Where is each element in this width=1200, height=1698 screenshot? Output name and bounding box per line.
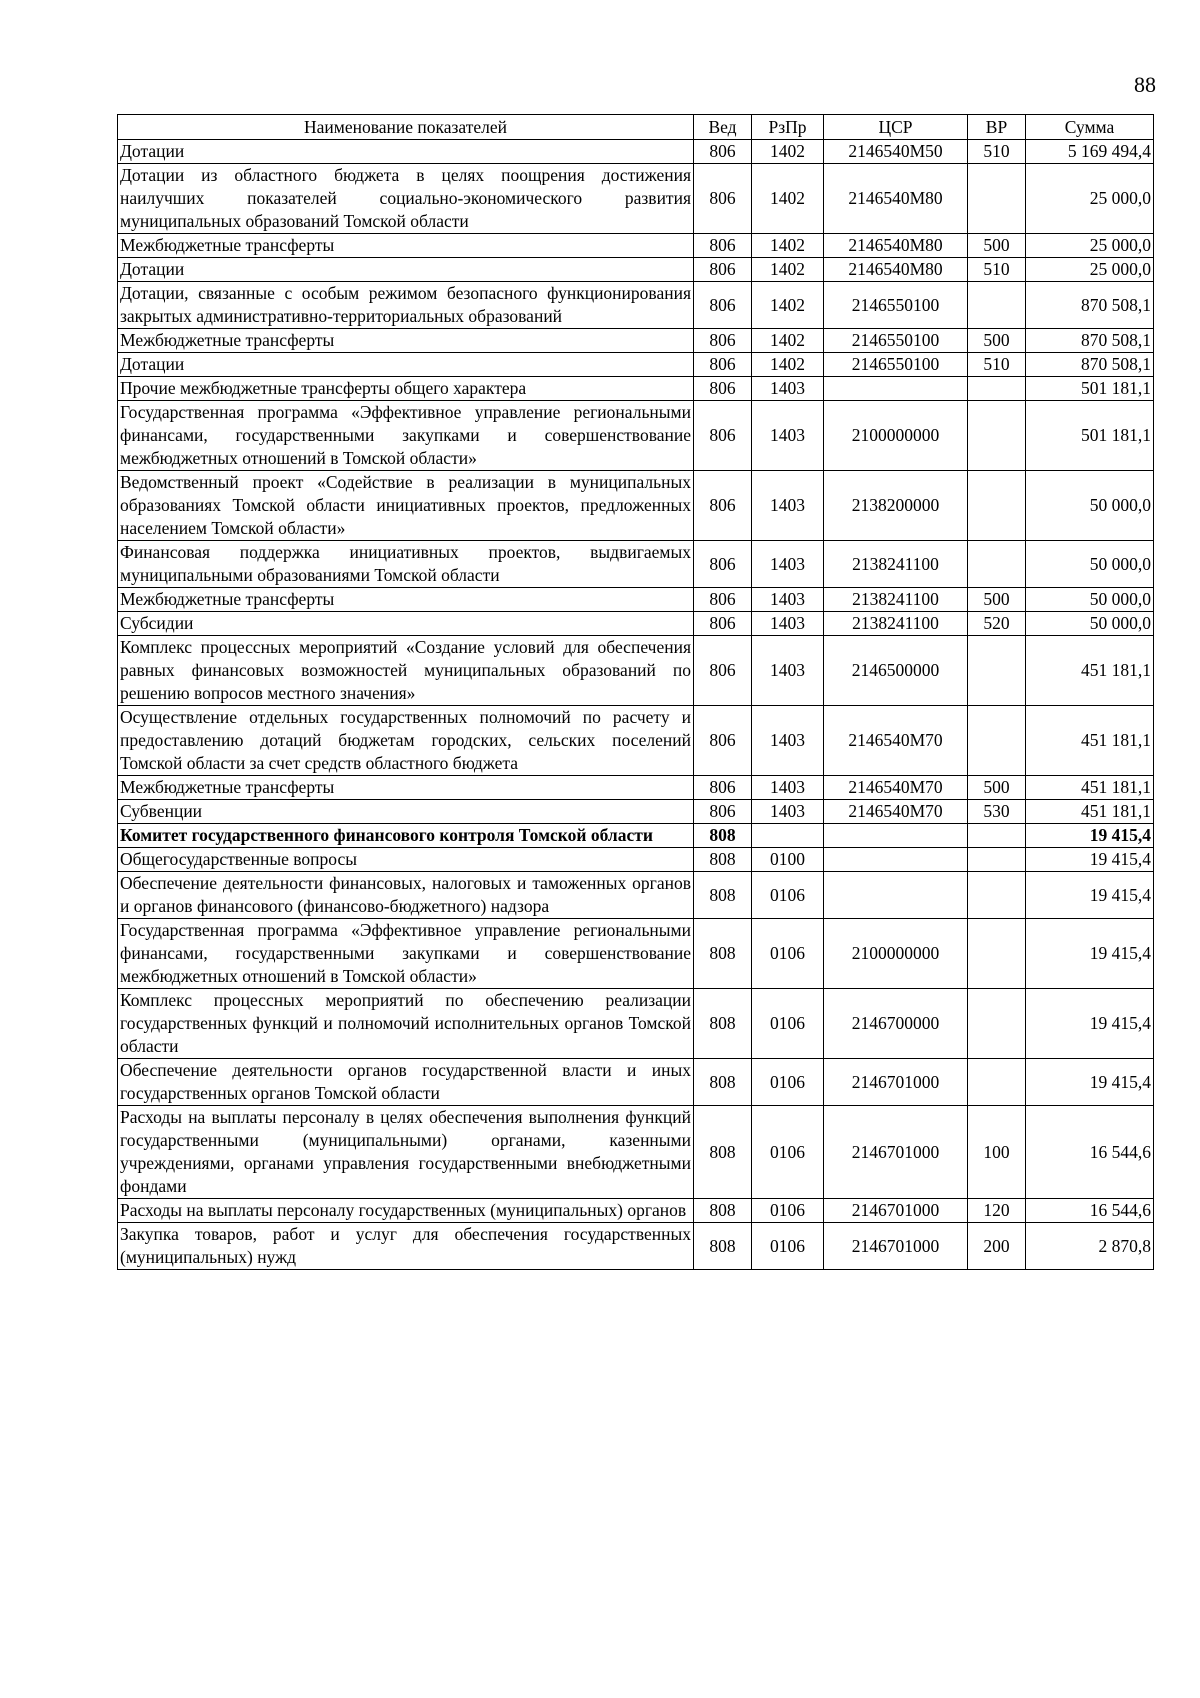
cell-ved: 808 [694, 848, 752, 872]
cell-rzpr: 1403 [752, 776, 824, 800]
table-row [118, 1059, 1154, 1106]
table-row [118, 377, 1154, 401]
header-name: Наименование показателей [118, 115, 694, 140]
cell-rzpr: 0106 [752, 872, 824, 919]
cell-ved: 806 [694, 353, 752, 377]
cell-csr: 2138241100 [824, 612, 968, 636]
cell-sum: 19 415,4 [1026, 848, 1154, 872]
cell-name: Осуществление отдельных государственных полномочий по расчету и предоставлению дотаций бюджетам городских, сельских поселений Томской области за счет средств областного бюджета [118, 706, 694, 776]
cell-ved: 808 [694, 1106, 752, 1199]
cell-rzpr: 1403 [752, 800, 824, 824]
cell-rzpr: 1403 [752, 401, 824, 471]
cell-ved: 806 [694, 401, 752, 471]
cell-rzpr: 1402 [752, 140, 824, 164]
cell-vr [968, 1059, 1026, 1106]
header-csr: ЦСР [824, 115, 968, 140]
cell-ved: 808 [694, 989, 752, 1059]
cell-vr [968, 636, 1026, 706]
cell-csr: 2146701000 [824, 1199, 968, 1223]
table-row [118, 401, 1154, 471]
cell-vr: 500 [968, 776, 1026, 800]
cell-csr: 2100000000 [824, 919, 968, 989]
cell-rzpr: 1402 [752, 329, 824, 353]
cell-name: Межбюджетные трансферты [118, 329, 694, 353]
table-row [118, 1199, 1154, 1223]
table-row [118, 588, 1154, 612]
cell-ved: 806 [694, 234, 752, 258]
cell-rzpr: 0106 [752, 1199, 824, 1223]
cell-name: Дотации [118, 353, 694, 377]
cell-sum: 19 415,4 [1026, 989, 1154, 1059]
cell-sum: 501 181,1 [1026, 401, 1154, 471]
cell-csr [824, 377, 968, 401]
cell-csr: 2146540М70 [824, 706, 968, 776]
cell-rzpr: 0106 [752, 1223, 824, 1270]
cell-sum: 50 000,0 [1026, 612, 1154, 636]
cell-ved: 806 [694, 800, 752, 824]
cell-rzpr: 1403 [752, 706, 824, 776]
cell-rzpr: 1403 [752, 612, 824, 636]
cell-vr: 500 [968, 234, 1026, 258]
header-rzpr: РзПр [752, 115, 824, 140]
cell-vr: 510 [968, 258, 1026, 282]
cell-name: Государственная программа «Эффективное управление региональными финансами, государственными закупками и совершенствование межбюджетных отношений в Томской области» [118, 919, 694, 989]
cell-vr [968, 848, 1026, 872]
cell-name: Субсидии [118, 612, 694, 636]
cell-vr: 100 [968, 1106, 1026, 1199]
cell-vr [968, 824, 1026, 848]
cell-rzpr: 1402 [752, 282, 824, 329]
table-row [118, 872, 1154, 919]
cell-csr: 2146540М80 [824, 234, 968, 258]
cell-csr: 2138241100 [824, 541, 968, 588]
budget-table [117, 114, 1154, 1270]
cell-sum: 25 000,0 [1026, 164, 1154, 234]
cell-ved: 808 [694, 919, 752, 989]
table-row [118, 800, 1154, 824]
table-row [118, 353, 1154, 377]
table-row [118, 471, 1154, 541]
cell-name: Межбюджетные трансферты [118, 234, 694, 258]
cell-sum: 50 000,0 [1026, 471, 1154, 541]
cell-sum: 50 000,0 [1026, 588, 1154, 612]
header-ved: Вед [694, 115, 752, 140]
table-row [118, 989, 1154, 1059]
cell-rzpr: 1403 [752, 541, 824, 588]
table-row [118, 1223, 1154, 1270]
cell-csr [824, 872, 968, 919]
cell-name: Дотации [118, 140, 694, 164]
cell-rzpr: 0106 [752, 1106, 824, 1199]
table-row [118, 140, 1154, 164]
cell-rzpr: 1403 [752, 377, 824, 401]
cell-csr: 2146701000 [824, 1106, 968, 1199]
cell-vr [968, 377, 1026, 401]
cell-csr: 2146540М50 [824, 140, 968, 164]
cell-name: Дотации [118, 258, 694, 282]
table-row [118, 329, 1154, 353]
cell-rzpr: 0106 [752, 919, 824, 989]
table-row [118, 706, 1154, 776]
table-header-row [118, 115, 1154, 140]
cell-rzpr: 1402 [752, 353, 824, 377]
cell-vr [968, 706, 1026, 776]
table-row [118, 541, 1154, 588]
table-row [118, 164, 1154, 234]
cell-vr: 510 [968, 353, 1026, 377]
cell-name: Комплекс процессных мероприятий «Создание условий для обеспечения равных финансовых возможностей муниципальных образований по решению вопросов местного значения» [118, 636, 694, 706]
cell-sum: 25 000,0 [1026, 258, 1154, 282]
cell-ved: 806 [694, 377, 752, 401]
cell-name: Общегосударственные вопросы [118, 848, 694, 872]
cell-ved: 806 [694, 282, 752, 329]
cell-csr: 2100000000 [824, 401, 968, 471]
cell-sum: 19 415,4 [1026, 872, 1154, 919]
cell-csr: 2146550100 [824, 282, 968, 329]
cell-name: Комплекс процессных мероприятий по обеспечению реализации государственных функций и полномочий исполнительных органов Томской области [118, 989, 694, 1059]
cell-vr: 530 [968, 800, 1026, 824]
cell-name: Дотации, связанные с особым режимом безопасного функционирования закрытых административно-территориальных образований [118, 282, 694, 329]
cell-rzpr: 1403 [752, 636, 824, 706]
cell-ved: 806 [694, 541, 752, 588]
cell-vr [968, 989, 1026, 1059]
cell-vr: 500 [968, 329, 1026, 353]
cell-sum: 870 508,1 [1026, 329, 1154, 353]
cell-ved: 808 [694, 1223, 752, 1270]
cell-csr: 2146540М80 [824, 164, 968, 234]
cell-name: Финансовая поддержка инициативных проектов, выдвигаемых муниципальными образованиями Томской области [118, 541, 694, 588]
cell-ved: 806 [694, 164, 752, 234]
cell-name: Обеспечение деятельности органов государственной власти и иных государственных органов Томской области [118, 1059, 694, 1106]
cell-vr [968, 282, 1026, 329]
cell-rzpr [752, 824, 824, 848]
cell-csr: 2146540М70 [824, 776, 968, 800]
cell-ved: 808 [694, 1199, 752, 1223]
cell-csr: 2146500000 [824, 636, 968, 706]
cell-name: Межбюджетные трансферты [118, 588, 694, 612]
table-row [118, 776, 1154, 800]
cell-vr [968, 164, 1026, 234]
cell-ved: 806 [694, 588, 752, 612]
page-number: 88 [1134, 72, 1156, 97]
cell-csr: 2146540М80 [824, 258, 968, 282]
cell-csr: 2146701000 [824, 1059, 968, 1106]
cell-vr [968, 872, 1026, 919]
cell-sum: 5 169 494,4 [1026, 140, 1154, 164]
cell-sum: 2 870,8 [1026, 1223, 1154, 1270]
cell-vr: 520 [968, 612, 1026, 636]
cell-name: Комитет государственного финансового контроля Томской области [118, 824, 694, 848]
cell-ved: 808 [694, 872, 752, 919]
cell-sum: 451 181,1 [1026, 776, 1154, 800]
cell-sum: 16 544,6 [1026, 1106, 1154, 1199]
cell-name: Расходы на выплаты персоналу государственных (муниципальных) органов [118, 1199, 694, 1223]
cell-rzpr: 0106 [752, 1059, 824, 1106]
cell-sum: 451 181,1 [1026, 706, 1154, 776]
cell-sum: 870 508,1 [1026, 282, 1154, 329]
cell-vr [968, 541, 1026, 588]
cell-ved: 808 [694, 1059, 752, 1106]
cell-sum: 50 000,0 [1026, 541, 1154, 588]
cell-rzpr: 0100 [752, 848, 824, 872]
table-row [118, 848, 1154, 872]
cell-ved: 806 [694, 329, 752, 353]
cell-csr: 2146550100 [824, 329, 968, 353]
cell-ved: 806 [694, 258, 752, 282]
cell-rzpr: 1403 [752, 471, 824, 541]
cell-name: Межбюджетные трансферты [118, 776, 694, 800]
cell-sum: 451 181,1 [1026, 636, 1154, 706]
cell-name: Дотации из областного бюджета в целях поощрения достижения наилучших показателей социально-экономического развития муниципальных образований Томской области [118, 164, 694, 234]
cell-vr: 200 [968, 1223, 1026, 1270]
table-row [118, 919, 1154, 989]
cell-vr [968, 471, 1026, 541]
cell-ved: 806 [694, 612, 752, 636]
cell-sum: 25 000,0 [1026, 234, 1154, 258]
cell-ved: 806 [694, 706, 752, 776]
cell-ved: 806 [694, 636, 752, 706]
cell-sum: 19 415,4 [1026, 824, 1154, 848]
cell-name: Государственная программа «Эффективное управление региональными финансами, государственными закупками и совершенствование межбюджетных отношений в Томской области» [118, 401, 694, 471]
cell-name: Прочие межбюджетные трансферты общего характера [118, 377, 694, 401]
cell-csr: 2146540М70 [824, 800, 968, 824]
cell-sum: 19 415,4 [1026, 1059, 1154, 1106]
table-row [118, 234, 1154, 258]
cell-rzpr: 1403 [752, 588, 824, 612]
cell-name: Ведомственный проект «Содействие в реализации в муниципальных образованиях Томской области инициативных проектов, предложенных населением Томской области» [118, 471, 694, 541]
cell-rzpr: 1402 [752, 164, 824, 234]
cell-ved: 806 [694, 471, 752, 541]
header-sum: Сумма [1026, 115, 1154, 140]
cell-ved: 806 [694, 140, 752, 164]
cell-rzpr: 1402 [752, 234, 824, 258]
cell-ved: 808 [694, 824, 752, 848]
cell-csr [824, 824, 968, 848]
cell-sum: 19 415,4 [1026, 919, 1154, 989]
table-row [118, 1106, 1154, 1199]
table-row [118, 258, 1154, 282]
cell-rzpr: 0106 [752, 989, 824, 1059]
table-row [118, 636, 1154, 706]
header-vr: ВР [968, 115, 1026, 140]
cell-csr: 2138241100 [824, 588, 968, 612]
cell-rzpr: 1402 [752, 258, 824, 282]
cell-csr: 2138200000 [824, 471, 968, 541]
cell-vr: 510 [968, 140, 1026, 164]
table-row [118, 282, 1154, 329]
cell-sum: 16 544,6 [1026, 1199, 1154, 1223]
table-row [118, 824, 1154, 848]
cell-sum: 870 508,1 [1026, 353, 1154, 377]
cell-vr: 500 [968, 588, 1026, 612]
cell-name: Расходы на выплаты персоналу в целях обеспечения выполнения функций государственными (муниципальными) органами, казенными учреждениями, органами управления государственными внебюджетными фондами [118, 1106, 694, 1199]
table-row [118, 612, 1154, 636]
cell-vr [968, 401, 1026, 471]
cell-ved: 806 [694, 776, 752, 800]
cell-csr: 2146701000 [824, 1223, 968, 1270]
cell-csr: 2146700000 [824, 989, 968, 1059]
cell-sum: 501 181,1 [1026, 377, 1154, 401]
cell-vr [968, 919, 1026, 989]
cell-vr: 120 [968, 1199, 1026, 1223]
cell-name: Субвенции [118, 800, 694, 824]
cell-name: Закупка товаров, работ и услуг для обеспечения государственных (муниципальных) нужд [118, 1223, 694, 1270]
cell-name: Обеспечение деятельности финансовых, налоговых и таможенных органов и органов финансового (финансово-бюджетного) надзора [118, 872, 694, 919]
cell-sum: 451 181,1 [1026, 800, 1154, 824]
cell-csr [824, 848, 968, 872]
cell-csr: 2146550100 [824, 353, 968, 377]
